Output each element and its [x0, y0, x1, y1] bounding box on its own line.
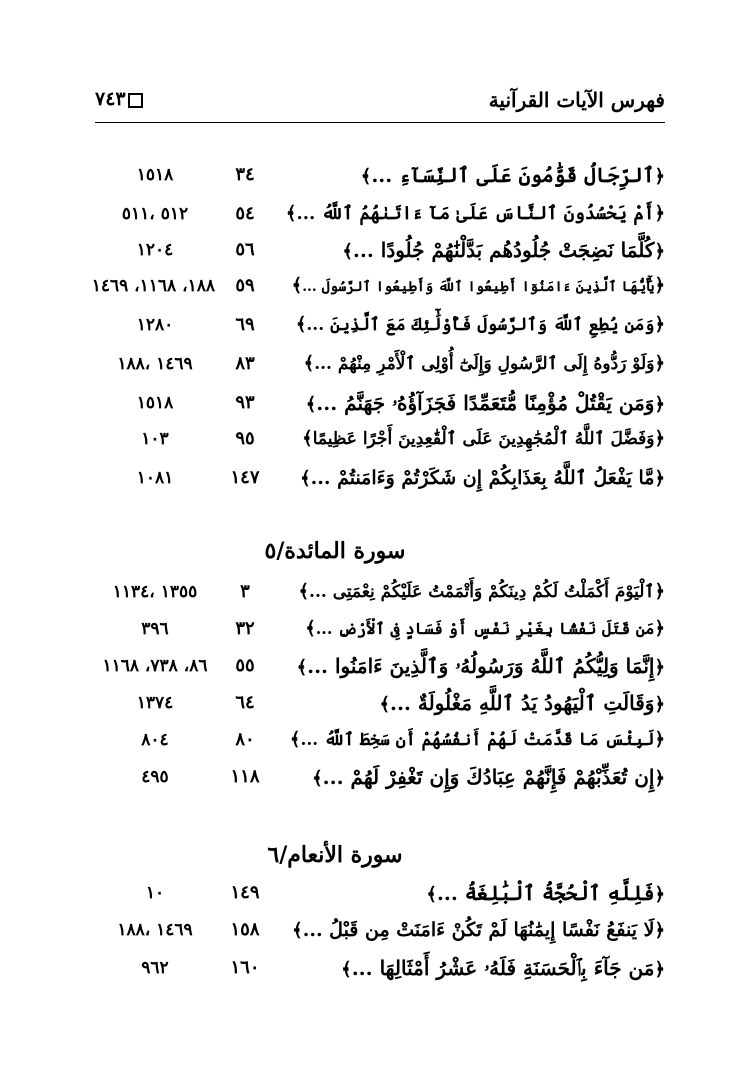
verse-entry	[95, 196, 665, 232]
ornate-bracket-close-icon: ﴾	[341, 959, 352, 980]
ornate-bracket-close-icon: ﴾	[360, 166, 372, 187]
verse-text: ﴿وَقَالَتِ ٱلْيَهُودُ يَدُ ٱللَّهِ مَغْلُولَةٌ ...﴾	[379, 691, 665, 715]
page-references: ٥١٢ ،٥١١	[121, 204, 189, 224]
page-references: ١٤٦٩ ،١٨٨	[117, 920, 193, 940]
verse-text: ﴿لَا يَنفَعُ نَفْسًا إِيمَٰنُهَا لَمْ تَكُنْ ءَامَنَتْ مِن قَبْلُ ...﴾	[292, 919, 665, 941]
page-number-value: ٧٤٣	[95, 88, 126, 110]
ornate-bracket-open-icon: ﴿	[654, 618, 665, 639]
verse-entry	[95, 611, 665, 647]
verse-entry	[95, 385, 665, 421]
ayah-number: ١٦٠	[230, 957, 260, 978]
verse-text: ﴿مَن جَآءَ بِٱلْحَسَنَةِ فَلَهُۥ عَشْرُ أَمْثَالِهَا ...﴾	[341, 956, 665, 980]
verse-text: ﴿لَبِئْسَ مَا قَدَّمَتْ لَهُمْ أَنفُسُهُمْ أَن سَخِطَ ٱللَّهُ ...﴾	[289, 729, 665, 750]
ornate-bracket-open-icon: ﴿	[654, 468, 665, 489]
ornate-bracket-close-icon: ﴾	[303, 353, 315, 374]
verse-entry	[95, 157, 665, 193]
ornate-bracket-open-icon: ﴿	[654, 729, 665, 750]
verse-entry	[95, 648, 665, 684]
ornate-bracket-open-icon: ﴿	[654, 203, 665, 224]
verse-entry	[95, 232, 665, 268]
verse-entry	[95, 460, 665, 496]
ornate-bracket-open-icon: ﴿	[654, 275, 665, 296]
ornate-bracket-close-icon: ﴾	[426, 884, 437, 905]
verse-entry	[95, 346, 665, 382]
page-header	[95, 88, 665, 118]
ornate-bracket-close-icon: ﴾	[285, 203, 297, 224]
ornate-bracket-close-icon: ﴾	[298, 581, 310, 602]
page-references: ٨٦، ٧٣٨، ١١٦٨	[102, 656, 208, 676]
verse-entry	[95, 421, 665, 457]
verse-entry	[95, 307, 665, 343]
verse-text: ﴿مَّا يَفْعَلُ ٱللَّهُ بِعَذَابِكُمْ إِن شَكَرْتُمْ وَءَامَنتُمْ ...﴾	[300, 467, 665, 489]
verse-text: ﴿وَمَن يَقْتُلْ مُؤْمِنًا مُّتَعَمِّدًا فَجَزَآؤُهُۥ جَهَنَّمُ ...﴾	[305, 391, 665, 415]
verse-text: ﴿ٱلرِّجَالُ قَوَّٰمُونَ عَلَى ٱلنِّسَآءِ ...﴾	[360, 163, 665, 187]
ornate-bracket-open-icon: ﴿	[654, 768, 665, 789]
ayah-number: ٩٣	[235, 392, 255, 413]
ayah-number: ٦٩	[235, 314, 255, 335]
page-references: ١٢٨٠	[136, 315, 174, 335]
page-references: ١٢٠٤	[136, 240, 174, 260]
verse-entry	[95, 722, 665, 758]
ornate-bracket-open-icon: ﴿	[654, 694, 665, 715]
ayah-number: ٥٤	[235, 203, 255, 224]
ayah-number: ٥٦	[235, 239, 255, 260]
ayah-number: ١٤٧	[230, 467, 260, 488]
ayah-number: ١١٨	[230, 766, 260, 787]
verse-text: ﴿إِنَّمَا وَلِيُّكُمُ ٱللَّهُ وَرَسُولُهُۥ وَٱلَّذِينَ ءَامَنُوا ...﴾	[296, 654, 665, 678]
verse-text: ﴿كُلَّمَا نَضِجَتْ جُلُودُهُم بَدَّلْنَٰهُمْ جُلُودًا ...﴾	[342, 238, 665, 262]
ornate-bracket-open-icon: ﴿	[654, 166, 665, 187]
ayah-number: ٣٢	[235, 618, 255, 639]
ayah-number: ٥٩	[235, 275, 255, 296]
verse-entry	[95, 574, 665, 610]
ornate-bracket-open-icon: ﴿	[654, 314, 665, 335]
page-references: ٨٠٤	[141, 730, 169, 750]
page-header-title: فهرس الآيات القرآنية	[488, 88, 665, 112]
verse-text: ﴿إِن تُعَذِّبْهُمْ فَإِنَّهُمْ عِبَادُكَ وَإِن تَغْفِرْ لَهُمْ ...﴾	[312, 765, 665, 789]
ayah-number: ٨٣	[235, 353, 255, 374]
ayah-number: ٣٤	[235, 164, 255, 185]
surah-heading: سورة الأنعام/٦	[267, 842, 403, 868]
page-references: ١٥١٨	[136, 393, 174, 413]
page-references: ٩٦٢	[141, 958, 169, 978]
verse-text: ﴿وَمَن يُطِعِ ٱللَّهَ وَٱلرَّسُولَ فَأُوْلَٰٓئِكَ مَعَ ٱلَّذِينَ ...﴾	[295, 314, 665, 335]
ornate-bracket-close-icon: ﴾	[342, 241, 353, 262]
verse-text: ﴿فَلِلَّهِ ٱلْحُجَّةُ ٱلْبَٰلِغَةُ ...﴾	[426, 881, 665, 905]
page-references: ٤٩٥	[141, 767, 169, 787]
ornate-bracket-open-icon: ﴿	[654, 394, 665, 415]
ornate-bracket-close-icon: ﴾	[312, 768, 323, 789]
page-number	[95, 88, 143, 110]
ayah-number: ٦٤	[235, 692, 255, 713]
surah-heading: سورة المائدة/٥	[264, 538, 406, 564]
ornate-bracket-open-icon: ﴿	[654, 959, 665, 980]
ornate-bracket-open-icon: ﴿	[654, 657, 665, 678]
ayah-number: ٣	[240, 581, 250, 602]
verse-text: ﴿يَٰٓأَيُّهَا ٱلَّذِينَ ءَامَنُوٓا أَطِيعُوا ٱللَّهَ وَأَطِيعُوا ٱلرَّسُولَ ...﴾	[291, 275, 665, 296]
page-references: ٣٩٦	[141, 619, 169, 639]
verse-text: ﴿أَمْ يَحْسُدُونَ ٱلنَّاسَ عَلَىٰ مَآ ءَاتَىٰهُمُ ٱللَّهُ ...﴾	[285, 203, 665, 224]
verse-entry	[95, 759, 665, 795]
page-references: ١٣٧٤	[136, 693, 174, 713]
page-references: ١٨٨، ١١٦٨، ١٤٦٩	[91, 276, 215, 296]
ayah-number: ٨٠	[235, 729, 255, 750]
square-ornament-icon	[128, 93, 143, 108]
verse-text: ﴿وَلَوْ رَدُّوهُ إِلَى ٱلرَّسُولِ وَإِلَىٰٓ أُوْلِى ٱلْأَمْرِ مِنْهُمْ ...﴾	[303, 353, 665, 374]
ornate-bracket-open-icon: ﴿	[654, 581, 665, 602]
ornate-bracket-close-icon: ﴾	[291, 275, 303, 296]
ornate-bracket-close-icon: ﴾	[295, 314, 307, 335]
ornate-bracket-open-icon: ﴿	[654, 241, 665, 262]
ornate-bracket-close-icon: ﴾	[289, 729, 301, 750]
page-references: ١٣٥٥ ،١١٣٤	[112, 582, 198, 602]
page-references: ١٠٣	[141, 429, 169, 449]
ornate-bracket-open-icon: ﴿	[654, 920, 665, 941]
ornate-bracket-close-icon: ﴾	[300, 468, 311, 489]
ornate-bracket-close-icon: ﴾	[305, 394, 317, 415]
page-references: ١٤٦٩ ،١٨٨	[117, 354, 193, 374]
ayah-number: ١٥٨	[230, 919, 260, 940]
verse-entry	[91, 268, 665, 304]
ayah-number: ٥٥	[235, 655, 255, 676]
verse-text: ﴿مَن قَتَلَ نَفْسًۢا بِغَيْرِ نَفْسٍ أَوْ فَسَادٍ فِى ٱلْأَرْضِ ...﴾	[305, 618, 665, 639]
header-divider	[95, 122, 665, 123]
verse-entry	[95, 875, 665, 911]
verse-entry	[95, 912, 665, 948]
ornate-bracket-close-icon: ﴾	[292, 920, 303, 941]
verse-text: ﴿ٱلْيَوْمَ أَكْمَلْتُ لَكُمْ دِينَكُمْ وَأَتْمَمْتُ عَلَيْكُمْ نِعْمَتِى ...﴾	[298, 581, 665, 602]
verse-text: ﴿وَفَضَّلَ ٱللَّهُ ٱلْمُجَٰهِدِينَ عَلَى ٱلْقَٰعِدِينَ أَجْرًا عَظِيمًا﴾	[302, 428, 665, 449]
ornate-bracket-open-icon: ﴿	[654, 353, 665, 374]
ornate-bracket-close-icon: ﴾	[302, 428, 313, 449]
ornate-bracket-open-icon: ﴿	[654, 428, 665, 449]
ornate-bracket-open-icon: ﴿	[654, 884, 665, 905]
ornate-bracket-close-icon: ﴾	[296, 657, 308, 678]
page-references: ١٠	[145, 883, 165, 903]
verse-entry	[95, 950, 665, 986]
ornate-bracket-close-icon: ﴾	[379, 694, 391, 715]
page-references: ١٥١٨	[136, 165, 174, 185]
page-references: ١٠٨١	[136, 468, 174, 488]
ayah-number: ١٤٩	[230, 882, 260, 903]
ornate-bracket-close-icon: ﴾	[305, 618, 316, 639]
verse-entry	[95, 685, 665, 721]
ayah-number: ٩٥	[235, 428, 255, 449]
